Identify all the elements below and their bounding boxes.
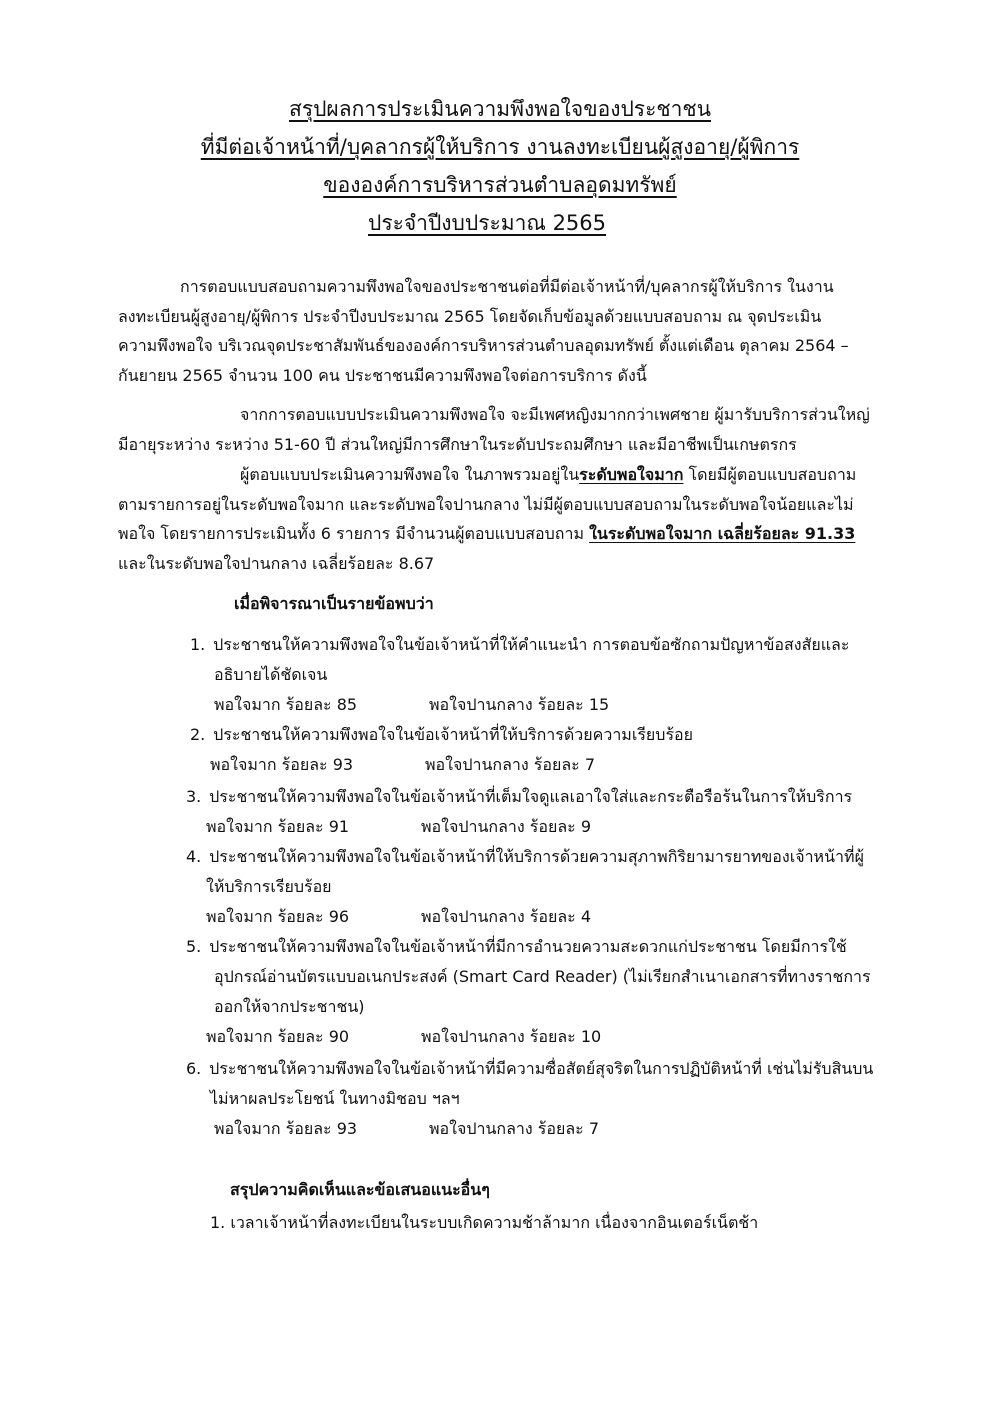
moderate-satisfied-percent: พอใจปานกลาง ร้อยละ 15: [429, 695, 610, 714]
moderate-satisfied-percent: พอใจปานกลาง ร้อยละ 4: [421, 907, 592, 926]
average-very-satisfied-highlight: ในระดับพอใจมาก เฉลี่ยร้อยละ 91.33: [589, 524, 856, 543]
very-satisfied-percent: พอใจมาก ร้อยละ 91: [206, 817, 350, 836]
item-number: 3.: [186, 787, 202, 806]
very-satisfied-percent: พอใจมาก ร้อยละ 93: [210, 755, 354, 774]
evaluation-item: [186, 932, 871, 1052]
moderate-satisfied-percent: พอใจปานกลาง ร้อยละ 7: [425, 755, 596, 774]
item-line: ออกให้จากประชาชน): [214, 997, 365, 1016]
evaluation-item: [186, 1054, 873, 1144]
very-satisfied-percent: พอใจมาก ร้อยละ 85: [214, 695, 358, 714]
item-text: ประชาชนให้ความพึงพอใจในข้อเจ้าหน้าที่เต็มใจดูแลเอาใจใส่และกระตือรือร้นในการให้บริการ: [209, 787, 853, 806]
intro-line: กันยายน 2565 จำนวน 100 คน ประชาชนมีความพึงพอใจต่อการบริการ ดังนี้: [118, 365, 647, 385]
item-number: 2.: [190, 725, 206, 744]
item-line: [186, 932, 871, 962]
item-line: ไม่หาผลประโยชน์ ในทางมิชอบ ฯลฯ: [210, 1089, 460, 1108]
title-line: ที่มีต่อเจ้าหน้าที่/บุคลากรผู้ให้บริการ งานลงทะเบียนผู้สูงอายุ/ผู้พิการ: [200, 135, 800, 159]
overall-paragraph: [118, 460, 918, 578]
item-text: ประชาชนให้ความพึงพอใจในข้อเจ้าหน้าที่ให้คำแนะนำ การตอบข้อซักถามปัญหาข้อสงสัยและ: [213, 635, 850, 654]
item-line: ให้บริการเรียบร้อย: [206, 877, 332, 896]
overall-line: [118, 519, 918, 549]
item-text: ประชาชนให้ความพึงพอใจในข้อเจ้าหน้าที่ให้บริการด้วยความเรียบร้อย: [213, 725, 694, 744]
comments-list: [210, 1208, 758, 1238]
item-percent-row: [186, 812, 852, 842]
moderate-satisfied-percent: พอใจปานกลาง ร้อยละ 7: [429, 1119, 600, 1138]
items-heading: เมื่อพิจารณาเป็นรายข้อพบว่า: [234, 594, 434, 613]
title-line: ประจำปีงบประมาณ 2565: [367, 211, 607, 235]
title-line: ขององค์การบริหารส่วนตำบลอุดมทรัพย์: [323, 173, 677, 197]
overall-line: [118, 460, 918, 490]
overall-line: ตามรายการอยู่ในระดับพอใจมาก และระดับพอใจปานกลาง ไม่มีผู้ตอบแบบสอบถามในระดับพอใจน้อยและไม่: [118, 494, 854, 514]
evaluation-item: [190, 630, 849, 720]
demographics-paragraph: [118, 400, 918, 459]
very-satisfied-percent: พอใจมาก ร้อยละ 96: [206, 907, 350, 926]
intro-paragraph: [118, 272, 918, 390]
demographics-line: จากการตอบแบบประเมินความพึงพอใจ จะมีเพศหญิงมากกว่าเพศชาย ผู้มารับบริการส่วนใหญ่: [240, 405, 870, 424]
evaluation-item: [186, 782, 852, 842]
item-line: [186, 1054, 873, 1084]
item-percent-row: [190, 750, 693, 780]
item-text: ประชาชนให้ความพึงพอใจในข้อเจ้าหน้าที่มีการอำนวยความสะดวกแก่ประชาชน โดยมีการใช้: [209, 937, 847, 956]
very-satisfied-percent: พอใจมาก ร้อยละ 90: [206, 1027, 350, 1046]
item-number: 6.: [186, 1059, 202, 1078]
item-percent-row: [186, 1022, 871, 1052]
overall-text: พอใจ โดยรายการประเมินทั้ง 6 รายการ มีจำนวนผู้ตอบแบบสอบถาม: [118, 524, 590, 543]
moderate-satisfied-percent: พอใจปานกลาง ร้อยละ 10: [421, 1027, 602, 1046]
item-line: [190, 630, 849, 660]
item-line: [186, 842, 864, 872]
comments-heading: สรุปความคิดเห็นและข้อเสนอแนะอื่นๆ: [230, 1180, 490, 1199]
document-title: [0, 90, 1000, 242]
item-text: ประชาชนให้ความพึงพอใจในข้อเจ้าหน้าที่มีความซื่อสัตย์สุจริตในการปฏิบัติหน้าที่ เช่นไม่รับสินบน: [209, 1059, 874, 1078]
intro-line: ลงทะเบียนผู้สูงอายุ/ผู้พิการ ประจำปีงบประมาณ 2565 โดยจัดเก็บข้อมูลด้วยแบบสอบถาม ณ จุดประเมิน: [118, 306, 822, 326]
item-line: [190, 720, 693, 750]
item-line: อธิบายได้ชัดเจน: [214, 665, 328, 684]
item-number: 4.: [186, 847, 202, 866]
overall-text: โดยมีผู้ตอบแบบสอบถาม: [683, 465, 857, 484]
demographics-line: มีอายุระหว่าง ระหว่าง 51-60 ปี ส่วนใหญ่มีการศึกษาในระดับประถมศึกษา และมีอาชีพเป็นเกษตรกร: [118, 434, 797, 454]
title-line: สรุปผลการประเมินความพึงพอใจของประชาชน: [289, 97, 711, 121]
item-percent-row: [186, 1114, 873, 1144]
overall-line: และในระดับพอใจปานกลาง เฉลี่ยร้อยละ 8.67: [118, 553, 435, 573]
item-percent-row: [190, 690, 849, 720]
item-text: ประชาชนให้ความพึงพอใจในข้อเจ้าหน้าที่ให้บริการด้วยความสุภาพกิริยามารยาทของเจ้าหน้าที่ผู้: [209, 847, 864, 866]
intro-line: ความพึงพอใจ บริเวณจุดประชาสัมพันธ์ขององค์การบริหารส่วนตำบลอุดมทรัพย์ ตั้งแต่เดือน ตุลาคม 2564 –: [118, 336, 849, 355]
evaluation-item: [186, 842, 864, 932]
comment-item: 1. เวลาเจ้าหน้าที่ลงทะเบียนในระบบเกิดความช้าล้ามาก เนื่องจากอินเตอร์เน็ตช้า: [210, 1213, 759, 1232]
item-line: [186, 782, 852, 812]
overall-level-highlight: ระดับพอใจมาก: [579, 465, 684, 484]
overall-text: ผู้ตอบแบบประเมินความพึงพอใจ ในภาพรวมอยู่ใน: [240, 465, 580, 484]
evaluation-item: [190, 720, 693, 780]
item-number: 1.: [190, 635, 206, 654]
moderate-satisfied-percent: พอใจปานกลาง ร้อยละ 9: [421, 817, 592, 836]
item-line: อุปกรณ์อ่านบัตรแบบอเนกประสงค์ (Smart Card Reader) (ไม่เรียกสำเนาเอกสารที่ทางราชการ: [214, 967, 871, 986]
intro-line: การตอบแบบสอบถามความพึงพอใจของประชาชนต่อที่มีต่อเจ้าหน้าที่/บุคลากรผู้ให้บริการ ในงาน: [180, 277, 834, 296]
item-percent-row: [186, 902, 864, 932]
very-satisfied-percent: พอใจมาก ร้อยละ 93: [214, 1119, 358, 1138]
item-number: 5.: [186, 937, 202, 956]
